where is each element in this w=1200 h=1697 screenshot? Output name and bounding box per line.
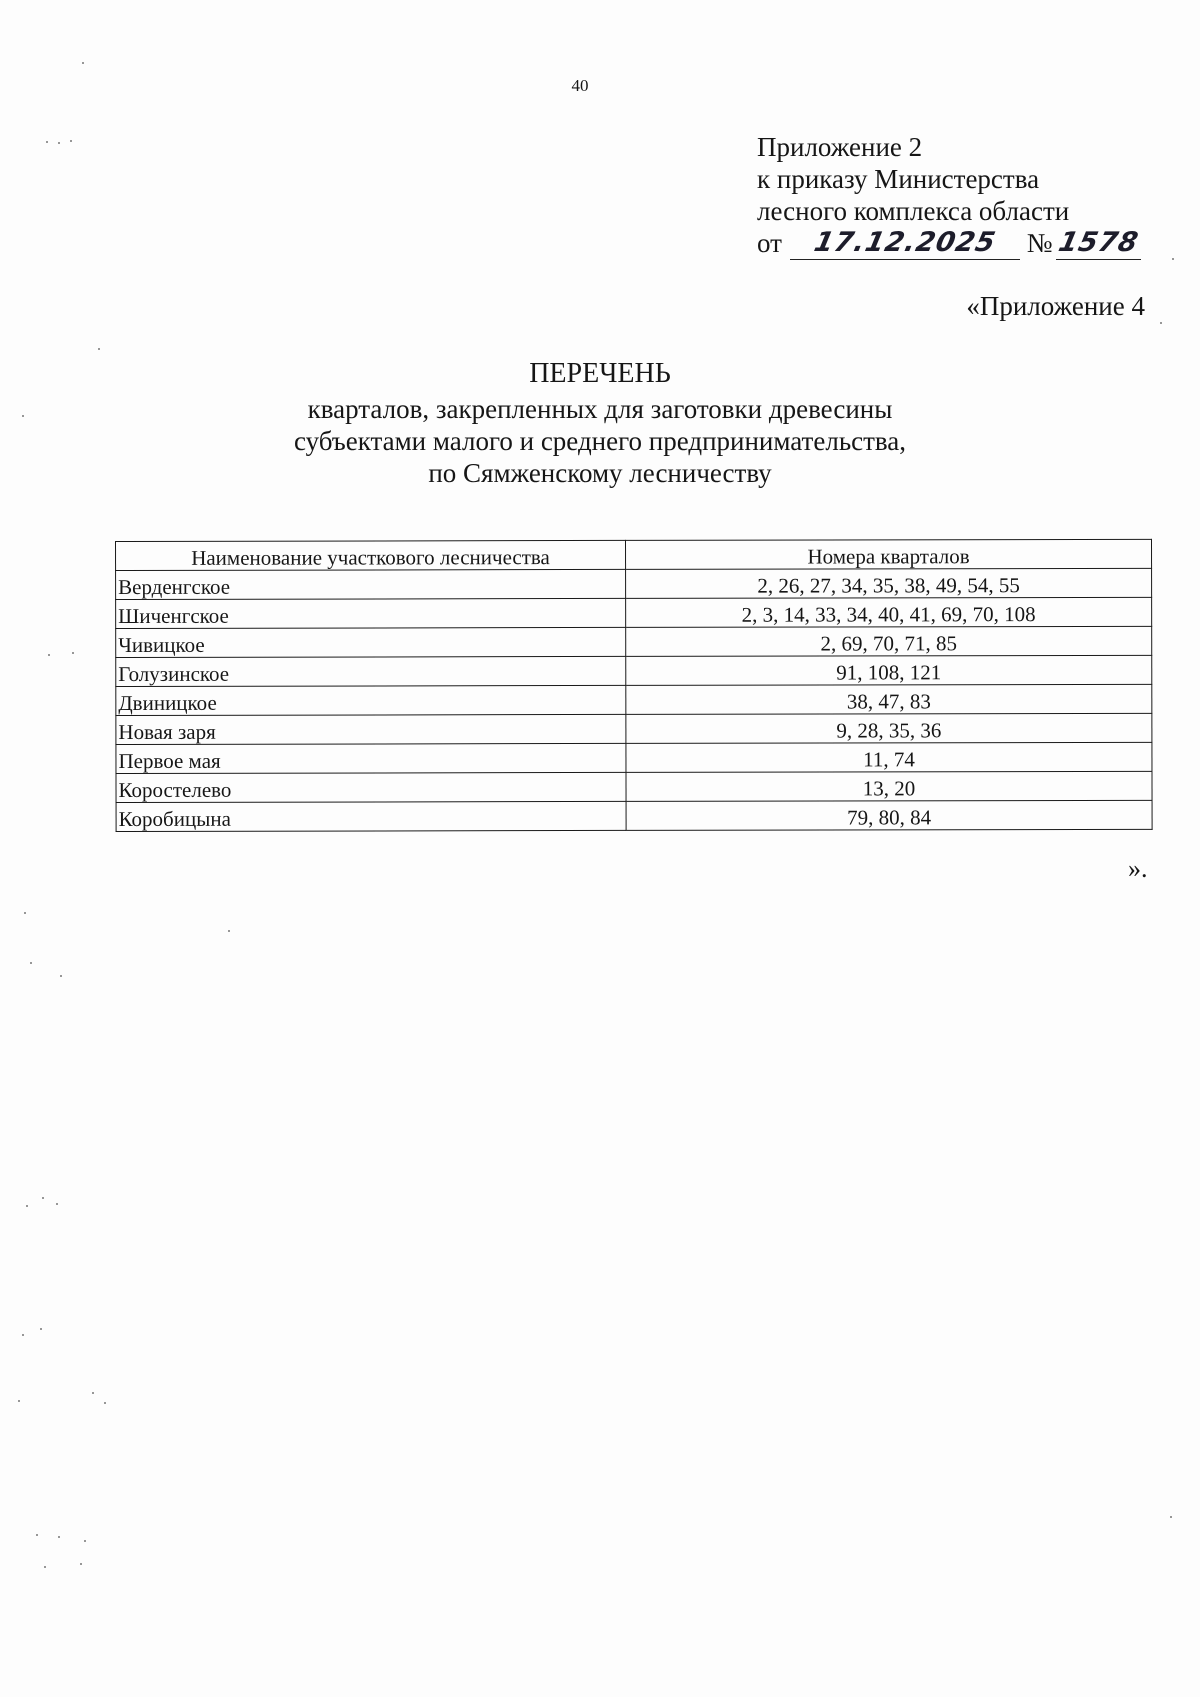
scan-speck [1170,1516,1172,1518]
scan-speck [22,1334,24,1336]
scan-speck [22,415,24,417]
scan-speck [58,142,60,144]
page-number: 40 [571,76,589,95]
closing-quote-mark: ». [1128,854,1148,883]
scan-speck [42,1197,44,1199]
forestry-name-cell: Коробицына [116,801,626,831]
table-row [116,800,1152,831]
quarter-numbers-cell: 9, 28, 35, 36 [626,713,1152,743]
forestry-name-cell: Голузинское [116,656,626,686]
scan-speck [84,1540,86,1542]
scan-speck [36,1534,38,1536]
column-header-forestry: Наименование участкового лесничества [116,540,626,570]
scan-speck [46,141,48,143]
quarter-numbers-cell: 13, 20 [626,771,1152,801]
handwritten-number: 1578 [1056,227,1142,258]
quarter-numbers-cell: 79, 80, 84 [626,800,1152,830]
subtitle-line-1: кварталов, закрепленных для заготовки древесины [307,394,893,424]
document-title: ПЕРЕЧЕНЬ [529,358,671,389]
quarter-numbers-cell: 2, 69, 70, 71, 85 [626,626,1152,656]
quarter-numbers-cell: 11, 74 [626,742,1152,772]
appendix-title: Приложение 2 [757,132,923,162]
appendix-header [757,131,1141,259]
scan-speck [30,962,32,964]
document-subtitle [0,393,1200,489]
scan-speck [48,654,50,656]
forestry-name-cell: Коростелево [116,772,626,802]
appendix-order-line: к приказу Министерства [757,164,1040,194]
quarter-numbers-cell: 2, 26, 27, 34, 35, 38, 49, 54, 55 [626,568,1152,598]
quarter-numbers-cell: 38, 47, 83 [626,684,1152,714]
table-row [116,742,1152,773]
scan-speck [1160,322,1162,324]
scan-speck [40,1328,42,1330]
table-row [116,684,1152,715]
scan-speck [26,1205,28,1207]
appendix-ministry-line: лесного комплекса области [757,196,1070,226]
subtitle-line-2: субъектами малого и среднего предпринимательства, [293,426,907,456]
forestry-name-cell: Чивицкое [116,627,626,657]
column-header-quarters: Номера кварталов [625,539,1151,569]
date-field [790,227,1020,260]
scan-speck [60,975,62,977]
scan-speck [58,1536,60,1538]
scan-speck [72,652,74,654]
scan-speck [104,1402,106,1404]
scan-speck [98,348,100,350]
scan-speck [1172,258,1174,260]
table-row [116,713,1152,744]
forestry-name-cell: Новая заря [116,714,626,744]
scan-speck [228,930,230,932]
scan-speck [56,1203,58,1205]
scan-speck [44,1566,46,1568]
table-row [116,568,1152,599]
previous-appendix-label: «Приложение 4 [966,291,1145,321]
table-row [116,771,1152,802]
appendix-date-number-line [757,227,1141,259]
scan-speck [80,1563,82,1565]
number-sign: № [1026,228,1053,258]
scan-speck [82,62,84,64]
scan-speck [24,912,26,914]
quarter-numbers-cell: 2, 3, 14, 33, 34, 40, 41, 69, 70, 108 [626,597,1152,627]
table-row [116,597,1152,628]
handwritten-date: 17.12.2025 [811,227,999,258]
quarters-table [115,539,1153,832]
forestry-name-cell: Верденгское [116,569,626,599]
forestry-name-cell: Шиченгское [116,598,626,628]
table-header-row [116,539,1152,570]
forestry-name-cell: Первое мая [116,743,626,773]
subtitle-line-3: по Сямженскому лесничеству [428,458,772,488]
scan-speck [18,1400,20,1402]
number-field [1056,227,1141,260]
scan-speck [70,140,72,142]
quarter-numbers-cell: 91, 108, 121 [626,655,1152,685]
date-prefix: от [757,228,782,258]
scan-speck [92,1392,94,1394]
forestry-name-cell: Двиницкое [116,685,626,715]
table-row [116,655,1152,686]
table-row [116,626,1152,657]
